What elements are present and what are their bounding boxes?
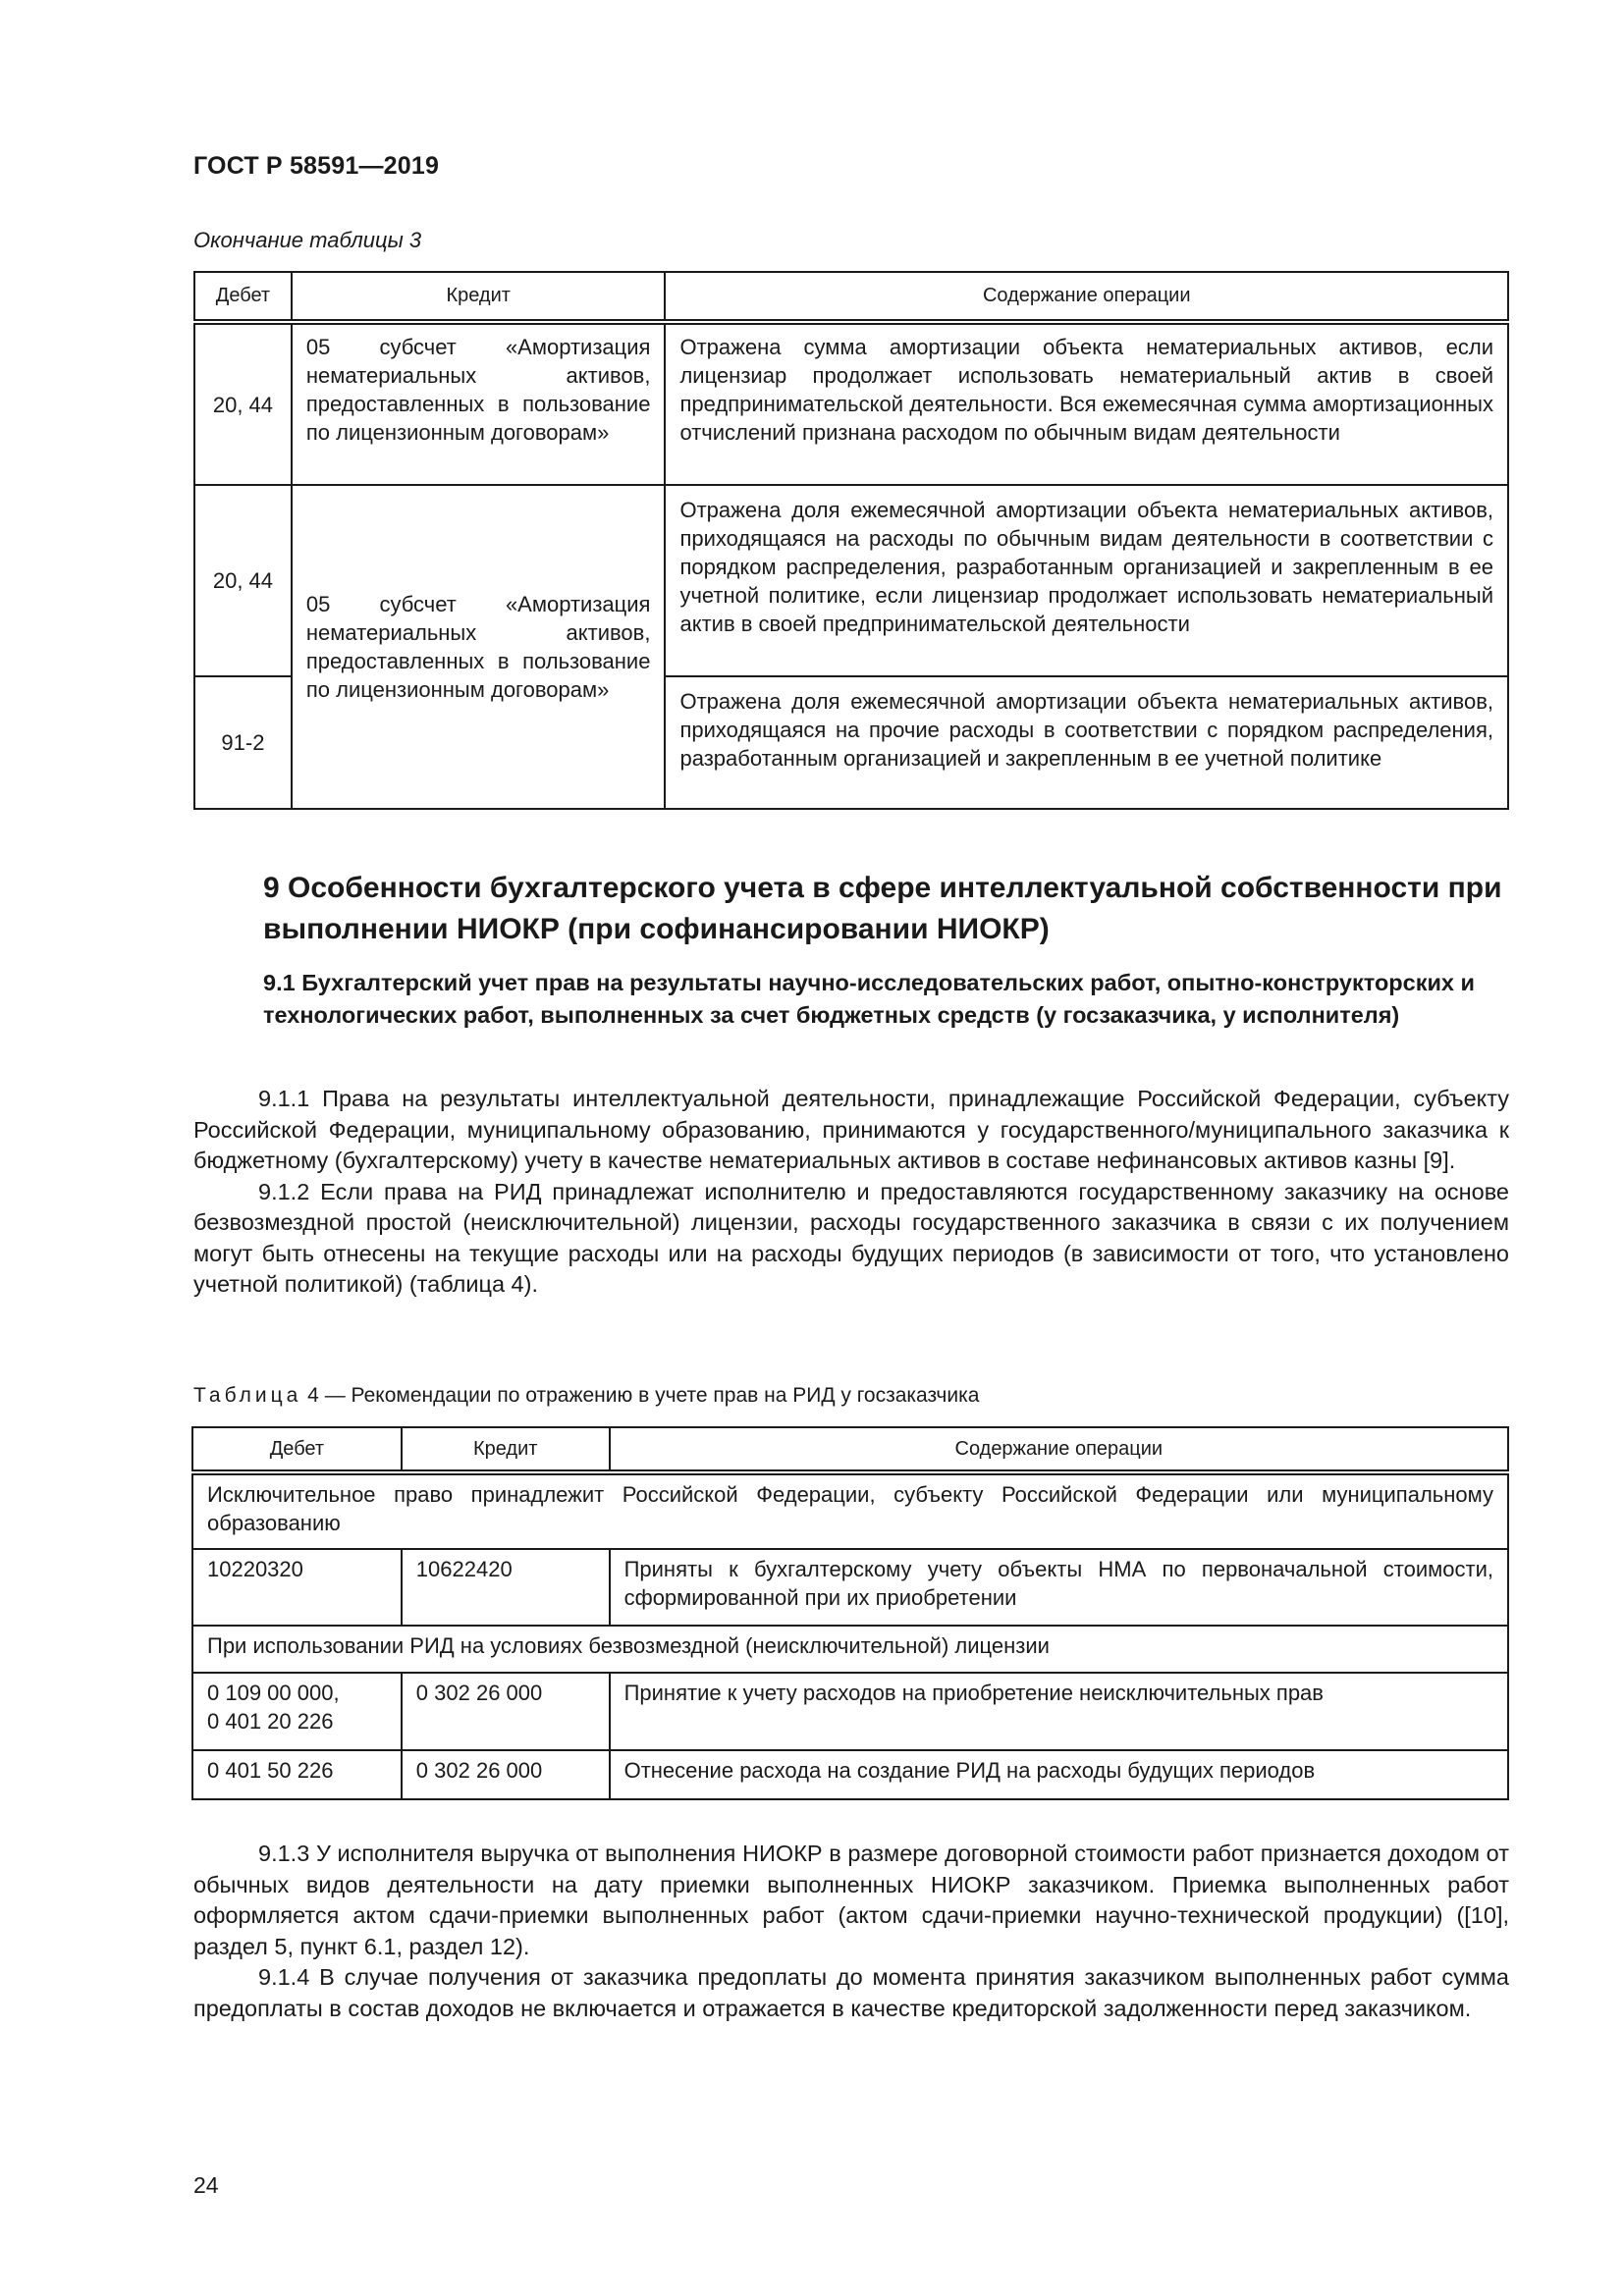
column-header-credit: Кредит: [402, 1427, 610, 1472]
table-header-row: [192, 1427, 1508, 1472]
column-header-content: Содержание операции: [610, 1427, 1508, 1472]
table-row: [192, 1673, 1508, 1750]
debit-cell: 20, 44: [194, 485, 292, 676]
table-4: [191, 1426, 1509, 1800]
content-cell: Принятие к учету расходов на приобретение неисключительных прав: [610, 1673, 1508, 1750]
table-group-row: [192, 1472, 1508, 1549]
table-4-caption: [193, 1384, 979, 1408]
credit-cell: 10622420: [402, 1549, 610, 1626]
table-caption-prefix: Таблица: [193, 1384, 302, 1407]
paragraph-9-1-4: 9.1.4 В случае получения от заказчика предоплаты до момента принятия заказчиком выполненных работ сумма предоплаты в состав доходов не включается и отражается в качестве кредиторской задолженности перед заказчиком.: [193, 1964, 1509, 2021]
table-continuation-caption: Окончание таблицы 3: [193, 228, 422, 252]
debit-cell: 10220320: [192, 1549, 402, 1626]
document-code: ГОСТ Р 58591—2019: [193, 152, 440, 180]
page-number: 24: [193, 2172, 219, 2198]
table-row: [192, 1750, 1508, 1799]
content-cell: Отражена сумма амортизации объекта нематериальных активов, если лицензиар продолжает использовать нематериальный актив в своей предпринимательской деятельности. Вся ежемесячная сумма амортизационных отчислений признана расходом по обычным видам деятельности: [665, 322, 1508, 485]
table-row: [194, 485, 1508, 676]
debit-line: 0 401 20 226: [207, 1709, 334, 1734]
section-heading: 9 Особенности бухгалтерского учета в сфере интеллектуальной собственности при выполнении НИОКР (при софинансировании НИОКР): [263, 872, 1502, 945]
content-cell: Приняты к бухгалтерскому учету объекты НМА по первоначальной стоимости, сформированной при их приобретении: [610, 1549, 1508, 1626]
column-header-content: Содержание операции: [665, 272, 1508, 322]
debit-cell: 0 401 50 226: [192, 1750, 402, 1799]
table-row: [194, 322, 1508, 485]
column-header-debit: Дебет: [192, 1427, 402, 1472]
paragraph-9-1-2: 9.1.2 Если права на РИД принадлежат исполнителю и предоставляются государственному заказчику на основе безвозмездной простой (неисключительной) лицензии, расходы государственного заказчика в связи с их получением могут быть отнесены на текущие расходы или на расходы будущих периодов (в зависимости от того, что установлено учетной политикой) (таблица 4).: [193, 1178, 1509, 1297]
table-3: [193, 271, 1509, 810]
table-caption-text: 4 — Рекомендации по отражению в учете прав на РИД у госзаказчика: [301, 1384, 980, 1407]
content-cell: Отражена доля ежемесячной амортизации объекта нематериальных активов, приходящаяся на прочие расходы в соответствии с порядком распределения, разработанным организацией и закрепленным в ее учетной политике: [665, 676, 1508, 809]
debit-cell: 20, 44: [194, 322, 292, 485]
table-row: [192, 1549, 1508, 1626]
column-header-credit: Кредит: [292, 272, 666, 322]
debit-line: 0 109 00 000,: [207, 1681, 340, 1705]
paragraph-9-1-1: 9.1.1 Права на результаты интеллектуальной деятельности, принадлежащие Российской Федерации, субъекту Российской Федерации, муниципальному образованию, принимаются у государственного/муниципального заказчика к бюджетному (бухгалтерскому) учету в качестве нематериальных активов в составе нефинансовых активов казны [9].: [193, 1086, 1509, 1173]
credit-cell: 05 субсчет «Амортизация нематериальных активов, предоставленных в пользование по лицензионным договорам»: [292, 322, 666, 485]
group-header-non-exclusive-license: При использовании РИД на условиях безвозмездной (неисключительной) лицензии: [192, 1626, 1508, 1673]
content-cell: Отнесение расхода на создание РИД на расходы будущих периодов: [610, 1750, 1508, 1799]
debit-cell: 91-2: [194, 676, 292, 809]
table-group-row: [192, 1626, 1508, 1673]
paragraphs-9-1-1-2: [193, 1084, 1509, 1301]
debit-cell: [192, 1673, 402, 1750]
column-header-debit: Дебет: [194, 272, 292, 322]
paragraph-9-1-3: 9.1.3 У исполнителя выручка от выполнения НИОКР в размере договорной стоимости работ признается доходом от обычных видов деятельности на дату приемки выполненных НИОКР заказчиком. Приемка выполненных работ оформляется актом сдачи-приемки выполненных работ (актом сдачи-приемки научно-технической продукции) ([10], раздел 5, пункт 6.1, раздел 12).: [193, 1841, 1509, 1959]
credit-cell: 0 302 26 000: [402, 1673, 610, 1750]
credit-cell: 0 302 26 000: [402, 1750, 610, 1799]
paragraphs-9-1-3-4: [193, 1839, 1509, 2024]
group-header-exclusive-right: Исключительное право принадлежит Российской Федерации, субъекту Российской Федерации или муниципальному образованию: [192, 1472, 1508, 1549]
subsection-heading: 9.1 Бухгалтерский учет прав на результаты научно-исследовательских работ, опытно-конструкторских и технологических работ, выполненных за счет бюджетных средств (у госзаказчика, у исполнителя): [263, 970, 1475, 1028]
credit-cell-merged: 05 субсчет «Амортизация нематериальных активов, предоставленных в пользование по лицензионным договорам»: [292, 485, 666, 809]
table-header-row: [194, 272, 1508, 322]
content-cell: Отражена доля ежемесячной амортизации объекта нематериальных активов, приходящаяся на расходы по обычным видам деятельности в соответствии с порядком распределения, разработанным организацией и закрепленным в ее учетной политике, если лицензиар продолжает использовать нематериальный актив в своей предпринимательской деятельности: [665, 485, 1508, 676]
